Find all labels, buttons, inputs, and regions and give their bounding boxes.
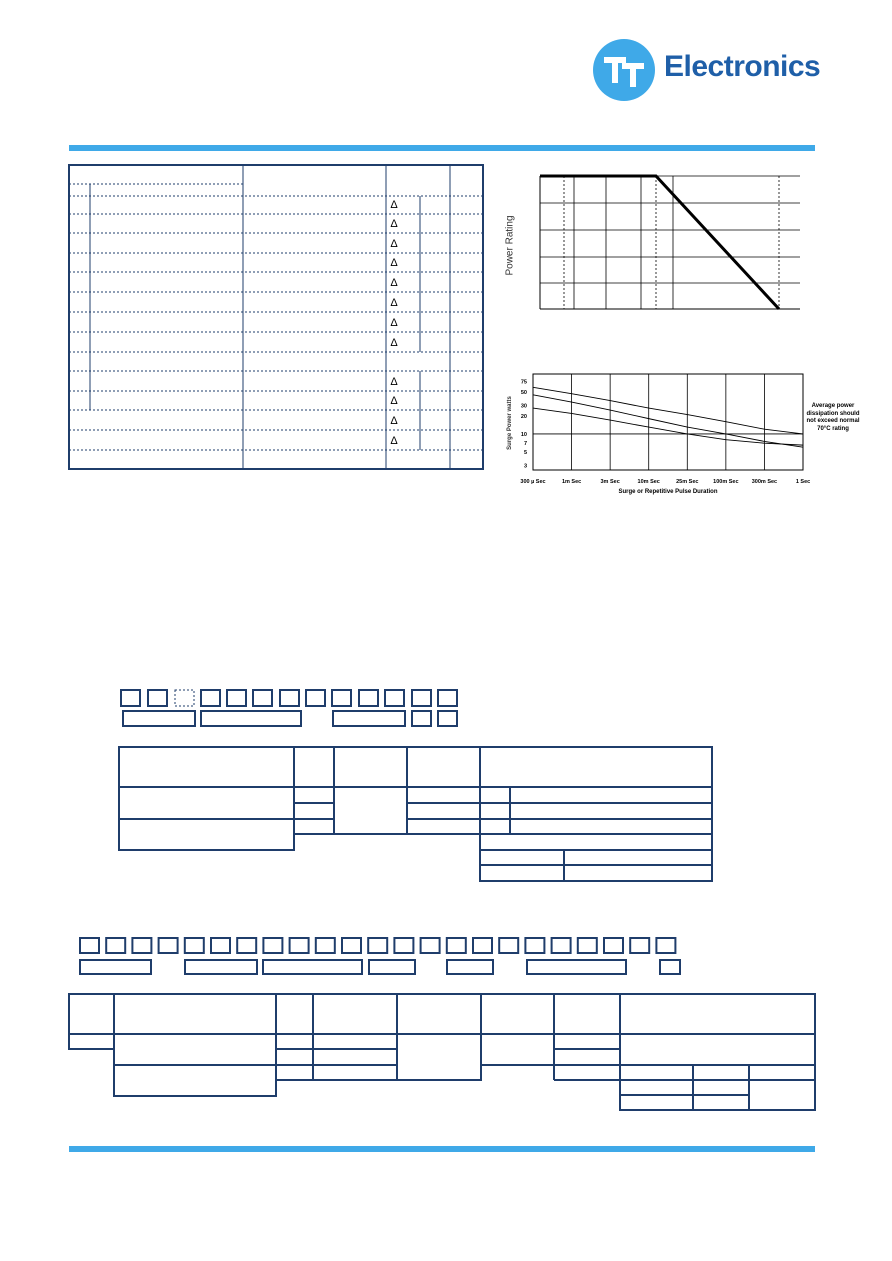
order-table-cell [620,994,815,1034]
surge-x-tick-label: 25m Sec [676,479,699,485]
order-code-group-box [660,960,680,974]
surge-x-tick-label: 3m Sec [600,479,620,485]
order-code-character-box [525,938,544,953]
order-code-character-box [227,690,246,706]
order-table-cell [620,1034,815,1065]
surge-y-tick-label: 20 [520,413,527,420]
order-code-character-box [499,938,518,953]
order-table-cell [119,819,294,850]
surge-x-tick-label: 10m Sec [637,479,660,485]
tolerance-delta-symbol: Δ [390,435,398,447]
order-code-character-box [438,690,457,706]
order-table-cell [620,1065,815,1110]
order-table-cell [119,747,294,787]
surge-y-tick-label: 30 [520,403,527,410]
order-table-cell [554,994,620,1034]
order-code-character-box [394,938,413,953]
order-table-cell [114,1065,276,1096]
surge-xlabel: Surge or Repetitive Pulse Duration [618,489,718,495]
order-code-character-box [552,938,571,953]
order-code-character-box [578,938,597,953]
order-code-character-box [447,938,466,953]
tolerance-delta-symbol: Δ [390,337,398,349]
order-code-group-box [263,960,362,974]
tolerance-delta-symbol: Δ [390,238,398,250]
order-table-cell [313,994,397,1034]
order-code-character-box [290,938,309,953]
order-code-group-box [80,960,151,974]
surge-x-tick-label: 1m Sec [561,479,582,485]
order-code-character-box [201,690,220,706]
order-table-cell [480,834,712,881]
tolerance-delta-symbol: Δ [390,395,398,407]
order-code-group-box [201,711,301,726]
order-code-character-box [385,690,404,706]
order-table-cell [334,747,407,787]
tolerance-delta-symbol: Δ [390,415,398,427]
order-table-cell [69,1034,114,1049]
derating-ylabel: Power Rating [504,215,516,276]
order-code-group-box [333,711,405,726]
order-table-cell [397,1034,481,1080]
tolerance-delta-symbol: Δ [390,257,398,269]
tolerance-delta-symbol: Δ [390,376,398,388]
order-table-cell [276,994,313,1034]
order-code-character-box [121,690,140,706]
order-code-character-box [316,938,335,953]
order-code-character-box [263,938,282,953]
surge-y-tick-label: 5 [523,449,527,456]
surge-x-tick-label: 300 µ Sec [520,479,546,485]
order-code-character-box [630,938,649,953]
order-code-character-box [332,690,351,706]
order-code-group-box [527,960,626,974]
order-code-group-box [412,711,431,726]
surge-x-tick-label: 1 Sec [795,479,811,485]
order-code-group-box [185,960,257,974]
order-code-character-box [106,938,125,953]
order-code-character-box [368,938,387,953]
order-code-character-box [159,938,178,953]
surge-x-tick-label: 300m Sec [751,479,778,485]
order-table-cell [480,747,712,787]
order-code-character-box [306,690,325,706]
order-code-character-box [253,690,272,706]
order-code-character-box [80,938,99,953]
order-code-character-box [604,938,623,953]
order-code-group-box [438,711,457,726]
surge-y-tick-label: 3 [523,463,527,470]
order-code-character-box [148,690,167,706]
order-code-character-box [412,690,431,706]
order-code-character-box [175,690,194,706]
order-code-character-box [342,938,361,953]
surge-x-tick-label: 100m Sec [713,479,739,485]
order-table-cell [397,994,481,1034]
order-code-character-box [656,938,675,953]
order-code-character-box [359,690,378,706]
tolerance-delta-symbol: Δ [390,277,398,289]
order-table-cell [114,994,276,1034]
tolerance-delta-symbol: Δ [390,218,398,230]
order-table-cell [407,747,480,787]
order-code-group-box [369,960,415,974]
order-code-group-box [447,960,493,974]
tolerance-delta-symbol: Δ [390,199,398,211]
surge-y-tick-label: 7 [523,441,527,448]
order-code-character-box [421,938,440,953]
order-code-character-box [185,938,204,953]
order-table-cell [119,787,294,819]
order-table-cell [69,994,114,1034]
surge-annotation: Average power dissipation should not exceed normal 70°C rating [806,403,860,432]
surge-y-tick-label: 50 [520,390,527,397]
brand-name: Electronics [664,50,821,83]
order-table-cell [114,1034,276,1065]
surge-y-tick-label: 10 [520,431,527,438]
tolerance-delta-symbol: Δ [390,297,398,309]
order-table-cell [294,747,334,787]
order-code-character-box [473,938,492,953]
surge-y-tick-label: 75 [520,379,527,386]
order-code-character-box [132,938,151,953]
order-code-group-box [123,711,195,726]
tolerance-delta-symbol: Δ [390,317,398,329]
surge-ylabel: Surge Power watts [507,396,513,450]
order-table-cell [481,994,554,1034]
order-code-character-box [237,938,256,953]
order-code-character-box [211,938,230,953]
order-code-character-box [280,690,299,706]
